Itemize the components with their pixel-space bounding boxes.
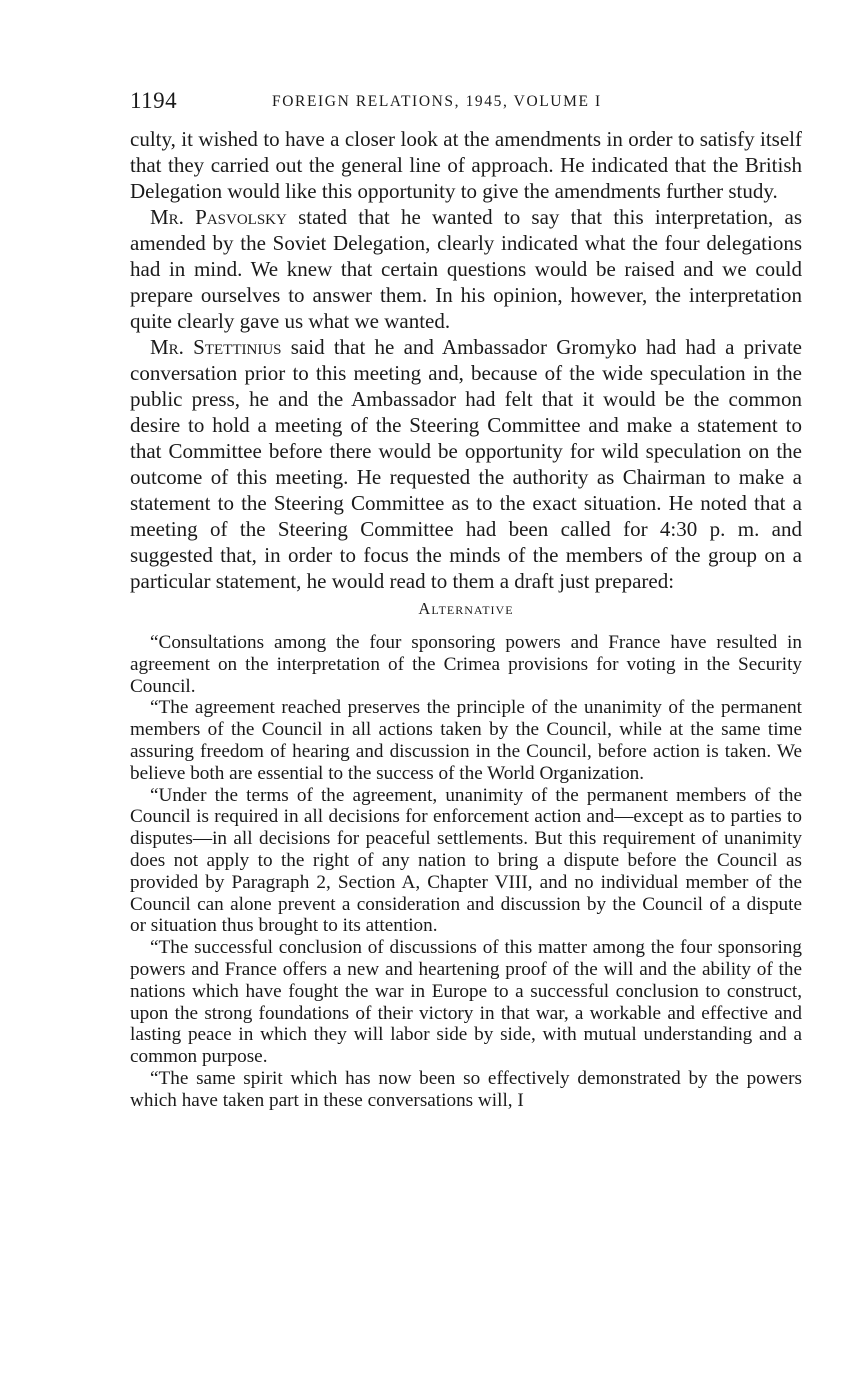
alternative-heading: Alternative (418, 599, 514, 618)
page-number: 1194 (130, 88, 178, 113)
statement-paragraph: “Consultations among the four sponsoring powers and France have resulted in agreement on the interpretation of the Crimea provisions for voting in the Security Council. (130, 632, 802, 697)
statement-paragraph: “Under the terms of the agreement, unanimity of the permanent members of the Council is required in all decisions for enforcement action and—except as to parties to disputes—in all decisions for peaceful settlements. But this requirement of unanimity does not apply to the right of any nation to bring a dispute before the Council as provided by Paragraph 2, Section A, Chapter VIII, and no individual member of the Council can alone prevent a consideration and discussion by the Council of a dispute or situation thus brought to its attention. (130, 784, 802, 937)
statement-paragraph: “The successful conclusion of discussions of this matter among the four sponsoring powers and France offers a new and heartening proof of the will and the ability of the nations which have fought the war in Europe to a successful conclusion to construct, upon the strong foundations of their victory in that war, a workable and effective and lasting peace in which they will labor side by side, with mutual understanding and a common purpose. (130, 937, 802, 1068)
paragraph-text: said that he and Ambassador Gromyko had had a private conversation prior to this meeting and, because of the wide speculation in the public press, he and the Ambassador had felt that it would be the common desire to hold a meeting of the Steering Committee and make a statement to that Committee before there would be opportunity for wild speculation on the outcome of this meeting. He requested the authority as Chairman to make a statement to the Steering Committee as to the exact situation. He noted that a meeting of the Steering Committee had been called for 4:30 p. m. and suggested that, in order to focus the minds of the members of the group on a particular statement, he would read to them a draft just prepared: (130, 335, 802, 593)
statement-paragraph: “The same spirit which has now been so effectively demonstrated by the powers which have taken part in these conversations will, I (130, 1067, 802, 1111)
minutes-body (130, 126, 802, 594)
speaker-name: Mr. Stettinius (150, 335, 282, 359)
document-page (130, 88, 802, 1112)
paragraph-pasvolsky (130, 204, 802, 334)
running-head-title: FOREIGN RELATIONS, 1945, VOLUME I (272, 93, 602, 110)
running-head (130, 88, 802, 118)
paragraph-stettinius (130, 334, 802, 594)
statement-paragraph: “The agreement reached preserves the principle of the unanimity of the permanent members of the Council in all actions taken by the Council, while at the same time assuring freedom of hearing and discussion in the Council, before action is taken. We believe both are essential to the success of the World Organization. (130, 697, 802, 784)
paragraph-text: stated that he wanted to say that this interpretation, as amended by the Soviet Delegation, clearly indicated what the four delegations had in mind. We knew that certain questions would be raised and we could prepare ourselves to answer them. In his opinion, however, the interpretation quite clearly gave us what we wanted. (130, 205, 802, 333)
speaker-name: Mr. Pasvolsky (150, 205, 287, 229)
draft-statement (130, 632, 802, 1112)
paragraph-continuation: culty, it wished to have a closer look at the amendments in order to satisfy itself that they carried out the general line of approach. He indicated that the British Delegation would like this opportunity to give the amendments further study. (130, 127, 802, 203)
